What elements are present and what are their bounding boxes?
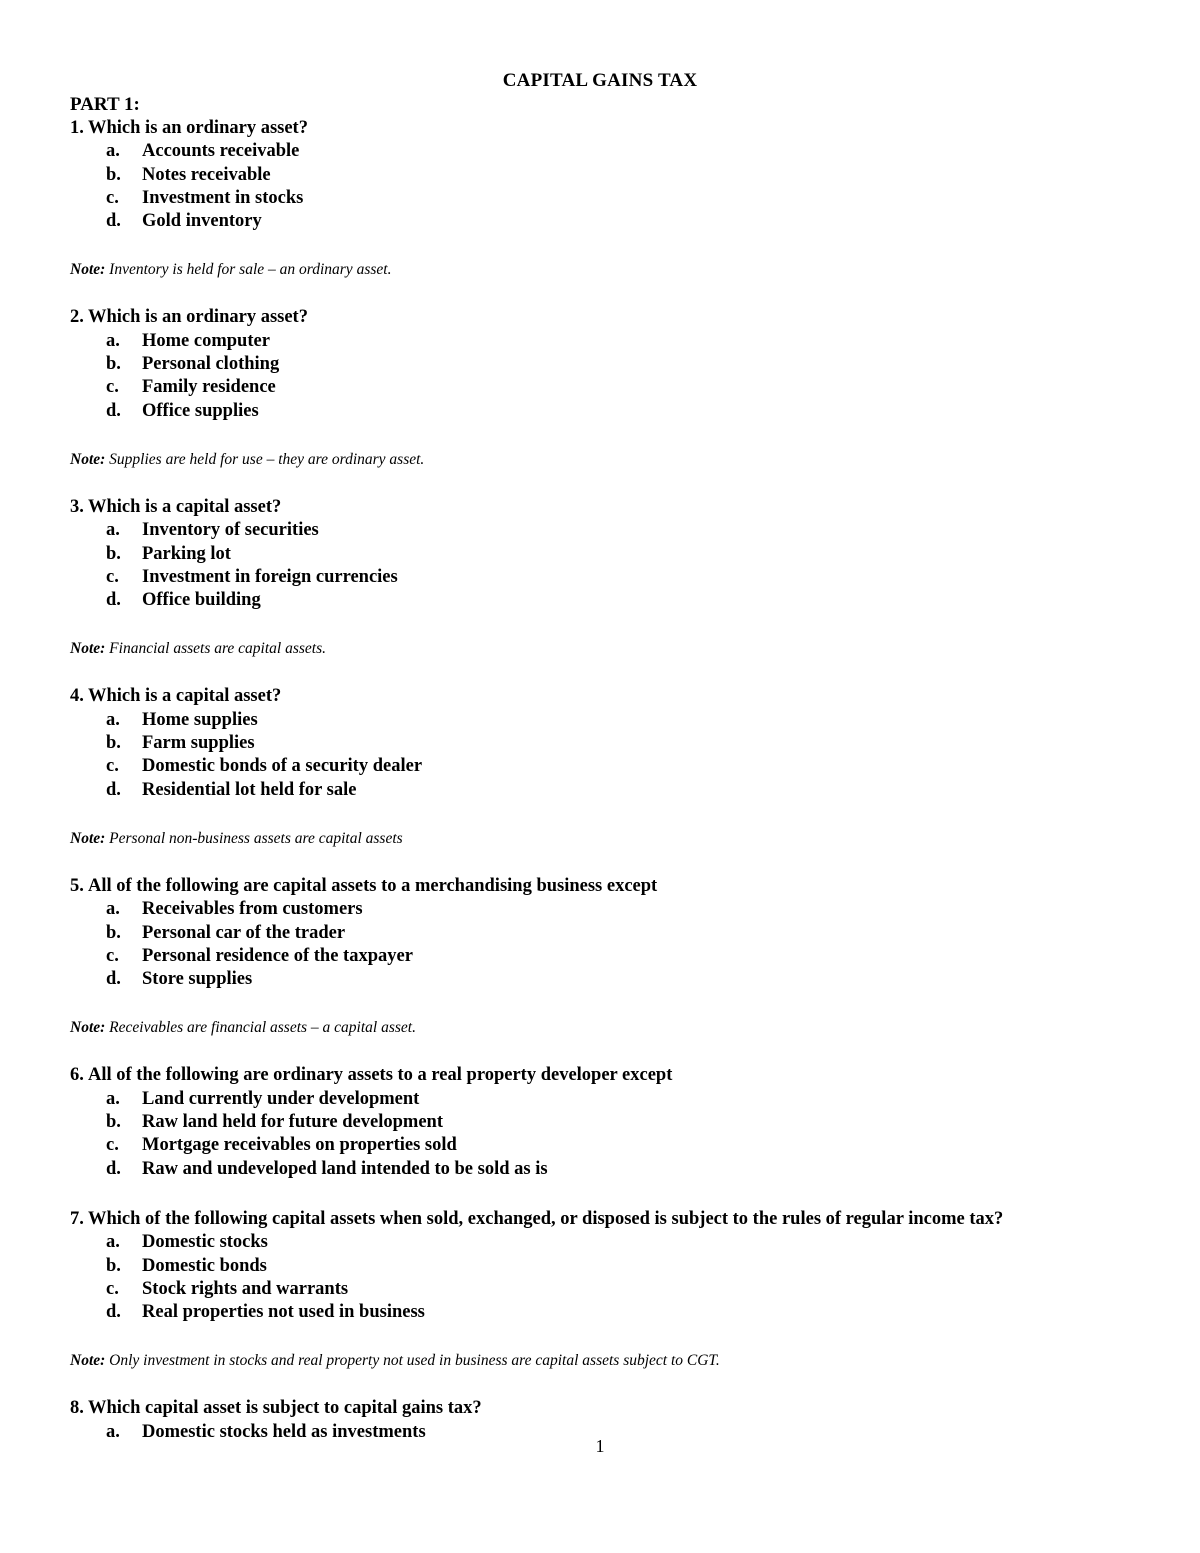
option-text: Investment in foreign currencies xyxy=(142,566,398,587)
answer-option xyxy=(70,945,1150,968)
option-letter: a. xyxy=(106,1421,120,1442)
answer-option xyxy=(70,589,1150,612)
option-letter: c. xyxy=(106,187,119,208)
option-letter: b. xyxy=(106,164,121,185)
answer-option xyxy=(70,1134,1150,1157)
question-note xyxy=(70,639,1150,659)
option-text: Home supplies xyxy=(142,709,258,730)
question-text: All of the following are ordinary assets to a real property developer except xyxy=(88,1065,673,1086)
option-text: Real properties not used in business xyxy=(142,1302,425,1323)
option-letter: d. xyxy=(106,779,121,800)
answer-option xyxy=(70,376,1150,399)
answer-option xyxy=(70,519,1150,542)
question-text: Which is a capital asset? xyxy=(88,496,282,517)
option-text: Investment in stocks xyxy=(142,187,304,208)
answer-option xyxy=(70,968,1150,991)
option-text: Domestic stocks held as investments xyxy=(142,1421,426,1442)
question-line xyxy=(70,306,1150,329)
question-line xyxy=(70,496,1150,519)
option-text: Personal car of the trader xyxy=(142,922,346,943)
option-letter: d. xyxy=(106,590,121,611)
question-note xyxy=(70,450,1150,470)
option-letter: a. xyxy=(106,899,120,920)
answer-option xyxy=(70,1255,1150,1278)
question-line xyxy=(70,117,1150,140)
answer-option xyxy=(70,709,1150,732)
option-text: Domestic bonds of a security dealer xyxy=(142,756,423,777)
answer-option xyxy=(70,922,1150,945)
answer-option xyxy=(70,543,1150,566)
option-letter: b. xyxy=(106,1255,121,1276)
question-text: Which is an ordinary asset? xyxy=(88,307,308,328)
question-list xyxy=(70,117,1150,1444)
note-text: Only investment in stocks and real property not used in business are capital assets subject to CGT. xyxy=(109,1352,720,1370)
question-text: Which capital asset is subject to capital gains tax? xyxy=(88,1398,482,1419)
question-block xyxy=(70,1208,1150,1397)
question-line xyxy=(70,685,1150,708)
spacer xyxy=(70,1038,1150,1064)
note-label: Note: xyxy=(70,1352,106,1370)
question-number: 7. xyxy=(70,1208,84,1229)
option-letter: a. xyxy=(106,1088,120,1109)
option-letter: b. xyxy=(106,1112,121,1133)
answer-option xyxy=(70,1278,1150,1301)
note-text: Inventory is held for sale – an ordinary asset. xyxy=(109,261,392,279)
spacer xyxy=(70,849,1150,875)
option-text: Family residence xyxy=(142,377,276,398)
option-text: Store supplies xyxy=(142,969,253,990)
option-letter: a. xyxy=(106,1232,120,1253)
question-text: Which of the following capital assets when sold, exchanged, or disposed is subject to the rules of regular income tax? xyxy=(88,1208,1004,1229)
option-text: Stock rights and warrants xyxy=(142,1278,349,1299)
answer-option xyxy=(70,330,1150,353)
question-line xyxy=(70,1064,1150,1087)
spacer xyxy=(70,470,1150,496)
answer-option xyxy=(70,779,1150,802)
option-letter: d. xyxy=(106,1158,121,1179)
question-number: 2. xyxy=(70,307,84,328)
note-text: Financial assets are capital assets. xyxy=(109,640,327,658)
question-number: 3. xyxy=(70,496,84,517)
option-text: Domestic stocks xyxy=(142,1232,268,1253)
spacer xyxy=(70,659,1150,685)
answer-option xyxy=(70,1301,1150,1324)
option-text: Domestic bonds xyxy=(142,1255,267,1276)
option-text: Parking lot xyxy=(142,543,231,564)
question-line xyxy=(70,1208,1150,1231)
answer-option xyxy=(70,164,1150,187)
option-letter: c. xyxy=(106,756,119,777)
option-letter: a. xyxy=(106,520,120,541)
question-note xyxy=(70,1351,1150,1371)
note-label: Note: xyxy=(70,829,106,847)
answer-option xyxy=(70,1158,1150,1181)
option-letter: a. xyxy=(106,709,120,730)
note-label: Note: xyxy=(70,450,106,468)
option-text: Farm supplies xyxy=(142,733,255,754)
note-text: Receivables are financial assets – a capital asset. xyxy=(109,1019,416,1037)
option-text: Inventory of securities xyxy=(142,520,319,541)
question-note xyxy=(70,1018,1150,1038)
answer-option xyxy=(70,187,1150,210)
question-note xyxy=(70,829,1150,849)
option-letter: d. xyxy=(106,400,121,421)
answer-option xyxy=(70,140,1150,163)
option-letter: c. xyxy=(106,566,119,587)
question-text: Which is an ordinary asset? xyxy=(88,118,308,138)
spacer xyxy=(70,280,1150,306)
option-letter: d. xyxy=(106,1302,121,1323)
option-letter: d. xyxy=(106,211,121,232)
question-number: 5. xyxy=(70,875,84,896)
option-text: Home computer xyxy=(142,330,270,351)
part-heading: PART 1: xyxy=(70,94,140,115)
question-block xyxy=(70,685,1150,874)
answer-option xyxy=(70,353,1150,376)
question-line xyxy=(70,875,1150,898)
option-letter: a. xyxy=(106,330,120,351)
spacer xyxy=(70,1181,1150,1208)
answer-option xyxy=(70,755,1150,778)
answer-option xyxy=(70,566,1150,589)
question-number: 1. xyxy=(70,118,84,138)
question-block xyxy=(70,306,1150,495)
answer-option xyxy=(70,400,1150,423)
note-text: Supplies are held for use – they are ordinary asset. xyxy=(109,450,425,468)
option-letter: b. xyxy=(106,733,121,754)
question-block xyxy=(70,875,1150,1064)
answer-option xyxy=(70,1088,1150,1111)
option-text: Mortgage receivables on properties sold xyxy=(142,1135,457,1156)
option-letter: c. xyxy=(106,945,119,966)
option-text: Receivables from customers xyxy=(142,899,363,920)
option-letter: c. xyxy=(106,1135,119,1156)
option-text: Office building xyxy=(142,590,261,611)
page-number: 1 xyxy=(595,1436,605,1456)
spacer xyxy=(70,1371,1150,1397)
note-text: Personal non-business assets are capital assets xyxy=(109,829,403,847)
answer-option xyxy=(70,732,1150,755)
question-number: 8. xyxy=(70,1398,84,1419)
answer-option xyxy=(70,1231,1150,1254)
option-text: Residential lot held for sale xyxy=(142,779,357,800)
question-number: 4. xyxy=(70,686,84,707)
option-letter: b. xyxy=(106,354,121,375)
option-letter: b. xyxy=(106,922,121,943)
document-title: CAPITAL GAINS TAX xyxy=(502,70,698,91)
option-text: Personal residence of the taxpayer xyxy=(142,945,413,966)
option-letter: b. xyxy=(106,543,121,564)
option-text: Raw land held for future development xyxy=(142,1112,443,1133)
option-text: Land currently under development xyxy=(142,1088,420,1109)
option-text: Notes receivable xyxy=(142,164,271,185)
answer-option xyxy=(70,210,1150,233)
question-note xyxy=(70,260,1150,280)
question-block xyxy=(70,117,1150,306)
question-block xyxy=(70,496,1150,685)
note-label: Note: xyxy=(70,1019,106,1037)
option-text: Gold inventory xyxy=(142,211,262,232)
option-text: Accounts receivable xyxy=(142,141,300,162)
question-text: Which is a capital asset? xyxy=(88,686,282,707)
option-text: Personal clothing xyxy=(142,354,280,375)
question-text: All of the following are capital assets to a merchandising business except xyxy=(88,875,658,896)
question-line xyxy=(70,1397,1150,1420)
option-letter: c. xyxy=(106,377,119,398)
option-text: Office supplies xyxy=(142,400,259,421)
note-label: Note: xyxy=(70,640,106,658)
option-letter: d. xyxy=(106,969,121,990)
option-text: Raw and undeveloped land intended to be sold as is xyxy=(142,1158,548,1179)
option-letter: a. xyxy=(106,141,120,162)
question-number: 6. xyxy=(70,1065,84,1086)
note-label: Note: xyxy=(70,261,106,279)
answer-option xyxy=(70,898,1150,921)
option-letter: c. xyxy=(106,1278,119,1299)
answer-option xyxy=(70,1111,1150,1134)
question-block xyxy=(70,1064,1150,1207)
